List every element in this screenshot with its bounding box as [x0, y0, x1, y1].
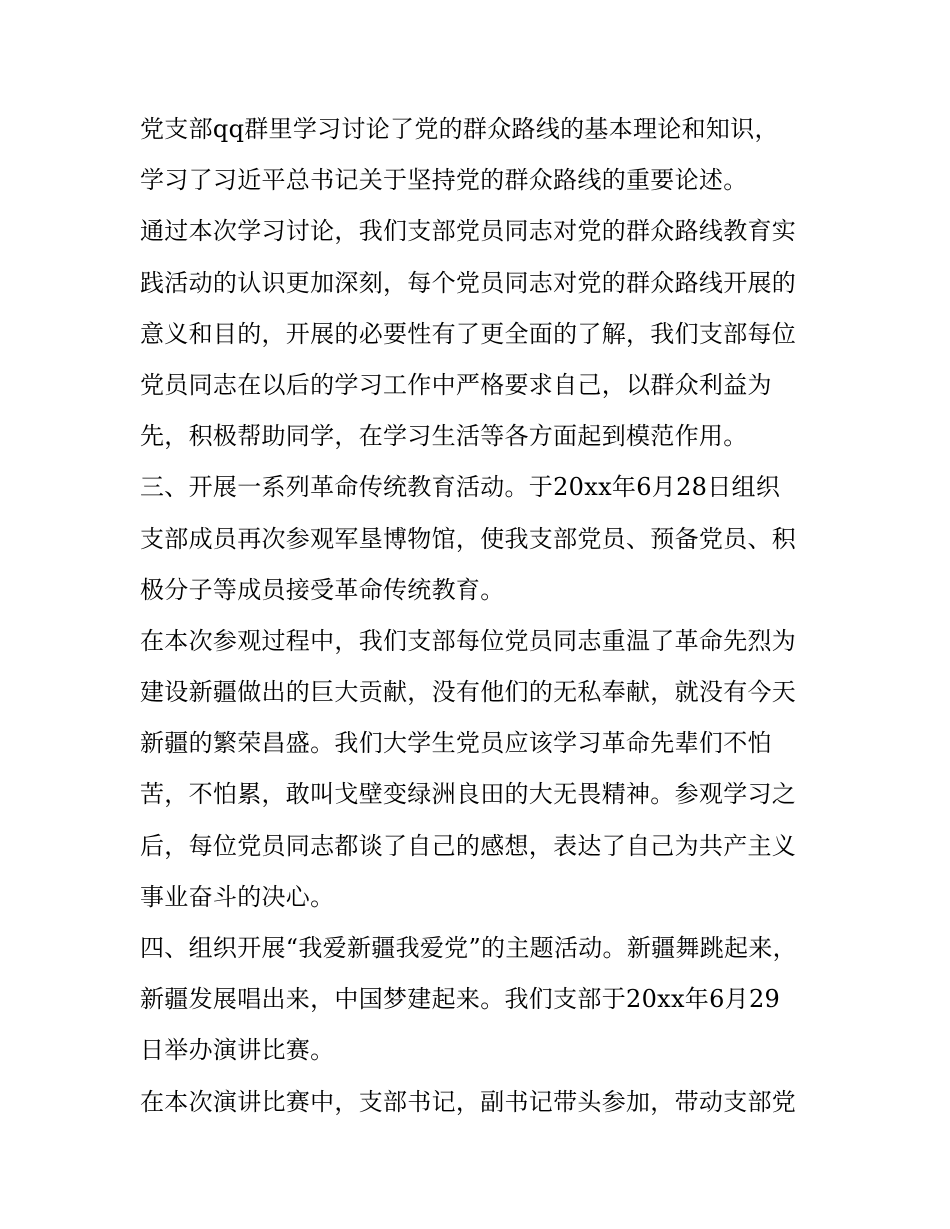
text-line: 践活动的认识更加深刻，每个党员同志对党的群众路线开展的 [140, 268, 797, 297]
text-line: 党支部qq群里学习讨论了党的群众路线的基本理论和知识， [140, 115, 779, 143]
text-line: 后，每位党员同志都谈了自己的感想，表达了自己为共产主义 [140, 831, 797, 860]
text-line: 极分子等成员接受革命传统教育。 [140, 575, 505, 604]
section-heading-line: 四、组织开展“我爱新疆我爱党”的主题活动。新疆舞跳起来， [140, 934, 797, 962]
text-line: 先，积极帮助同学，在学习生活等各方面起到模范作用。 [140, 422, 748, 451]
text-line: 党员同志在以后的学习工作中严格要求自己，以群众利益为 [140, 370, 772, 399]
section-heading-line: 三、开展一系列革命传统教育活动。于20xx年6月28日组织 [140, 473, 781, 502]
text-line: 支部成员再次参观军垦博物馆，使我支部党员、预备党员、积 [140, 524, 797, 553]
text-line: 通过本次学习讨论，我们支部党员同志对党的群众路线教育实 [140, 217, 797, 246]
text-line: 新疆的繁荣昌盛。我们大学生党员应该学习革命先辈们不怕 [140, 729, 772, 758]
text-line: 事业奋斗的决心。 [140, 882, 335, 911]
document-body [140, 104, 820, 1128]
text-line: 意义和目的，开展的必要性有了更全面的了解，我们支部每位 [140, 319, 797, 348]
text-line: 新疆发展唱出来，中国梦建起来。我们支部于20xx年6月29 [140, 985, 781, 1014]
text-line: 建设新疆做出的巨大贡献，没有他们的无私奉献，就没有今天 [140, 678, 797, 707]
text-line: 苦，不怕累，敢叫戈壁变绿洲良田的大无畏精神。参观学习之 [140, 780, 797, 809]
text-line: 日举办演讲比赛。 [140, 1036, 335, 1065]
text-line: 在本次演讲比赛中，支部书记，副书记带头参加，带动支部党 [140, 1087, 797, 1116]
text-line: 学习了习近平总书记关于坚持党的群众路线的重要论述。 [140, 166, 748, 195]
text-line: 在本次参观过程中，我们支部每位党员同志重温了革命先烈为 [140, 626, 797, 655]
